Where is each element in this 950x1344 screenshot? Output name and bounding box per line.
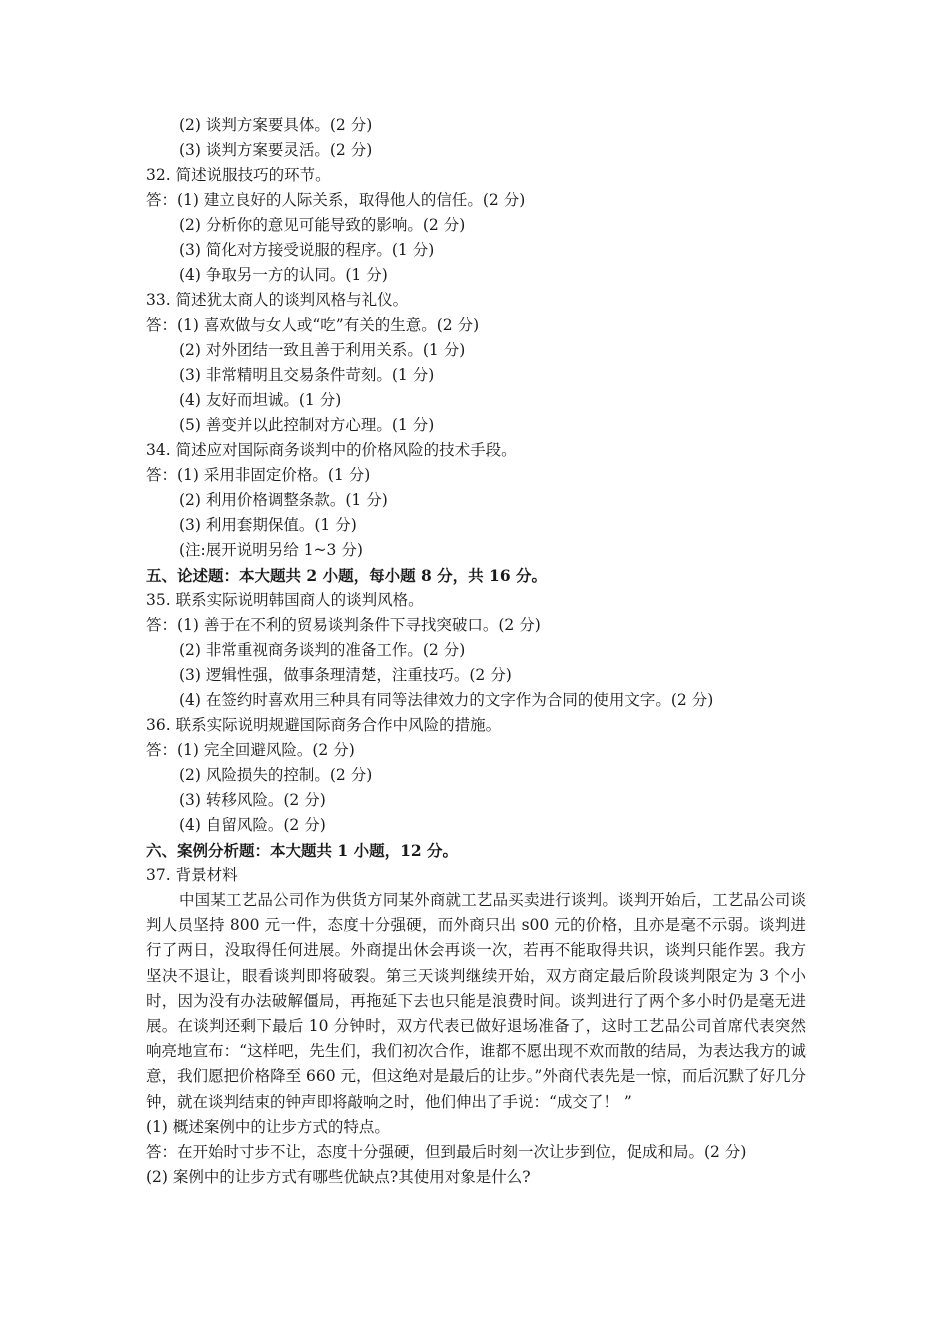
text-line: (4) 争取另一方的认同。(1 分) bbox=[179, 266, 388, 284]
text-line: (2) 案例中的让步方式有哪些优缺点?其使用对象是什么? bbox=[146, 1167, 531, 1186]
text-line: 34. 简述应对国际商务谈判中的价格风险的技术手段。 bbox=[146, 441, 517, 459]
text-line: (5) 善变并以此控制对方心理。(1 分) bbox=[179, 416, 435, 434]
text-line: (2) 利用价格调整条款。(1 分) bbox=[179, 491, 388, 509]
text-line: (4) 友好而坦诚。(1 分) bbox=[179, 391, 342, 409]
document-body bbox=[146, 113, 806, 1190]
section-heading: 六、案例分析题：本大题共 1 小题，12 分。 bbox=[146, 841, 459, 860]
text-line: (3) 利用套期保值。(1 分) bbox=[179, 516, 357, 534]
text-line: (4) 自留风险。(2 分) bbox=[179, 816, 326, 834]
text-line: (2) 对外团结一致且善于利用关系。(1 分) bbox=[179, 341, 466, 359]
text-line: (3) 谈判方案要灵活。(2 分) bbox=[179, 141, 373, 159]
text-line: 答：(1) 建立良好的人际关系，取得他人的信任。(2 分) bbox=[146, 191, 526, 209]
text-line: (2) 风险损失的控制。(2 分) bbox=[179, 766, 373, 784]
answer-lines bbox=[146, 113, 806, 888]
text-line: 35. 联系实际说明韩国商人的谈判风格。 bbox=[146, 591, 424, 609]
text-line: 33. 简述犹太商人的谈判风格与礼仪。 bbox=[146, 291, 409, 309]
text-line: (4) 在签约时喜欢用三种具有同等法律效力的文字作为合同的使用文字。(2 分) bbox=[179, 691, 714, 709]
text-line: (1) 概述案例中的让步方式的特点。 bbox=[146, 1117, 390, 1136]
case-question-lines bbox=[146, 1115, 806, 1190]
text-line: 37. 背景材料 bbox=[146, 866, 238, 884]
text-line: 36. 联系实际说明规避国际商务合作中风险的措施。 bbox=[146, 716, 502, 734]
text-line: 答：(1) 善于在不利的贸易谈判条件下寻找突破口。(2 分) bbox=[146, 616, 541, 634]
text-line: (2) 非常重视商务谈判的准备工作。(2 分) bbox=[179, 641, 466, 659]
case-background-paragraph: 中国某工艺品公司作为供货方同某外商就工艺品买卖进行谈判。谈判开始后，工艺品公司谈判人员坚持 800 元一件，态度十分强硬，而外商只出 s00 元的价格，且亦是毫不示弱。谈判进行了两日，没取得任何进展。外商提出休会再谈一次，若再不能取得共识，谈判只能作罢。我方坚决不退让，眼看谈判即将破裂。第三天谈判继续开始，双方商定最后阶段谈判限定为 3 个小时，因为没有办法破解僵局，再拖延下去也只能是浪费时间。谈判进行了两个多小时仍是毫无进展。在谈判还剩下最后 10 分钟时，双方代表已做好退场准备了，这时工艺品公司首席代表突然响亮地宣布：“这样吧，先生们，我们初次合作，谁都不愿出现不欢而散的结局，为表达我方的诚意，我们愿把价格降至 660 元，但这绝对是最后的让步。”外商代表先是一惊，而后沉默了好几分钟，就在谈判结束的钟声即将敲响之时，他们伸出了手说：“成交了！ ” bbox=[146, 891, 806, 1111]
text-line: (2) 谈判方案要具体。(2 分) bbox=[179, 116, 373, 134]
text-line: 答：(1) 采用非固定价格。(1 分) bbox=[146, 466, 371, 484]
text-line: (3) 非常精明且交易条件苛刻。(1 分) bbox=[179, 366, 435, 384]
text-line: (3) 逻辑性强，做事条理清楚，注重技巧。(2 分) bbox=[179, 666, 512, 684]
text-line: 32. 简述说服技巧的环节。 bbox=[146, 166, 331, 184]
text-line: (注:展开说明另给 1~3 分) bbox=[179, 541, 363, 559]
text-line: (2) 分析你的意见可能导致的影响。(2 分) bbox=[179, 216, 466, 234]
text-line: 答：(1) 喜欢做与女人或“吃”有关的生意。(2 分) bbox=[146, 316, 480, 334]
section-heading: 五、论述题：本大题共 2 小题，每小题 8 分，共 16 分。 bbox=[146, 566, 548, 585]
text-line: 答：在开始时寸步不让，态度十分强硬，但到最后时刻一次让步到位，促成和局。(2 分) bbox=[146, 1142, 747, 1161]
text-line: (3) 转移风险。(2 分) bbox=[179, 791, 326, 809]
text-line: 答：(1) 完全回避风险。(2 分) bbox=[146, 741, 355, 759]
text-line: (3) 简化对方接受说服的程序。(1 分) bbox=[179, 241, 435, 259]
